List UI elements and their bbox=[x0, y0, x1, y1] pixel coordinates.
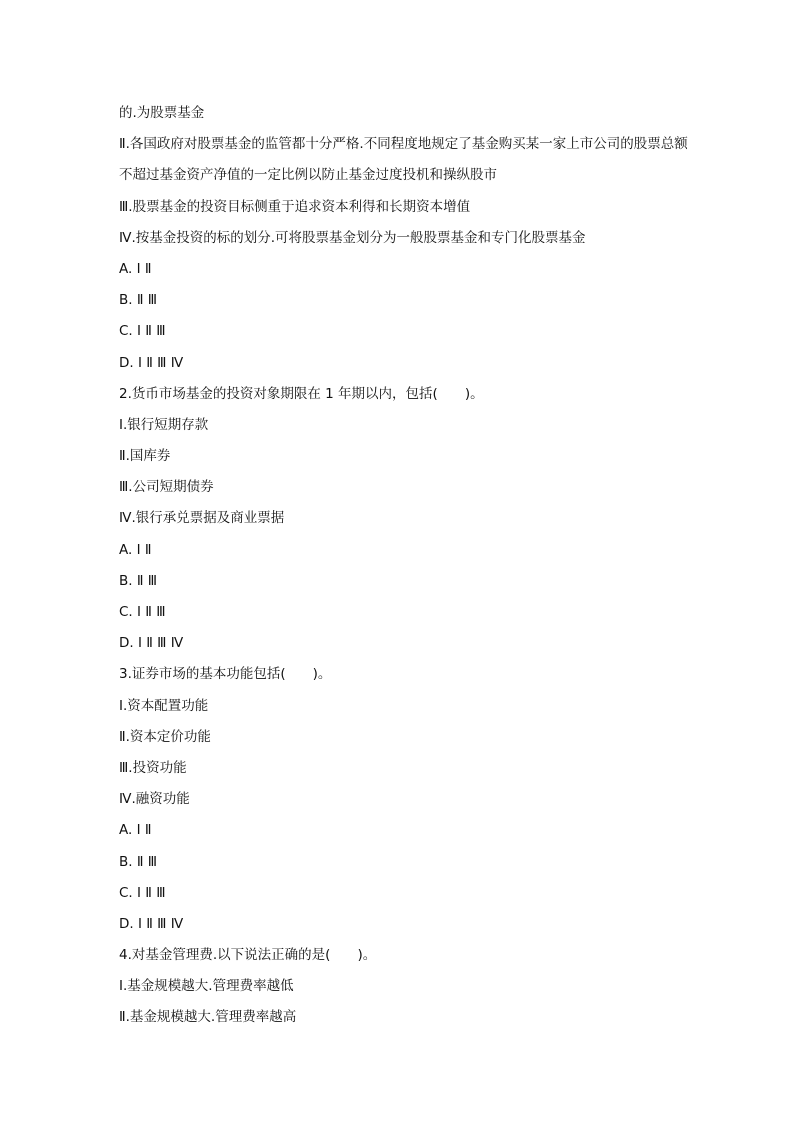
q2-statement-4: Ⅳ.银行承兑票据及商业票据 bbox=[119, 510, 285, 527]
q2-option-a: A. Ⅰ Ⅱ bbox=[119, 541, 152, 558]
q2-option-c: C. Ⅰ Ⅱ Ⅲ bbox=[119, 604, 166, 621]
document-body bbox=[119, 98, 689, 1034]
option-d: D. Ⅰ Ⅱ Ⅲ Ⅳ bbox=[119, 354, 184, 371]
question-2: 2.货币市场基金的投资对象期限在 1 年期以内，包括( )。 bbox=[119, 385, 484, 402]
question-4: 4.对基金管理费.以下说法正确的是( )。 bbox=[119, 947, 377, 964]
question-3: 3.证券市场的基本功能包括( )。 bbox=[119, 666, 332, 683]
q3-statement-1: Ⅰ.资本配置功能 bbox=[119, 697, 209, 714]
q2-statement-3: Ⅲ.公司短期债券 bbox=[119, 479, 214, 496]
q3-option-b: B. Ⅱ Ⅲ bbox=[119, 853, 158, 870]
q2-option-b: B. Ⅱ Ⅲ bbox=[119, 572, 158, 589]
q3-option-d: D. Ⅰ Ⅱ Ⅲ Ⅳ bbox=[119, 915, 184, 932]
q3-option-c: C. Ⅰ Ⅱ Ⅲ bbox=[119, 884, 166, 901]
q3-statement-4: Ⅳ.融资功能 bbox=[119, 791, 190, 808]
text-line-statement-3: Ⅲ.股票基金的投资目标侧重于追求资本利得和长期资本增值 bbox=[119, 198, 471, 215]
text-line-statement-4: Ⅳ.按基金投资的标的划分.可将股票基金划分为一般股票基金和专门化股票基金 bbox=[119, 229, 586, 246]
q4-statement-1: Ⅰ.基金规模越大.管理费率越低 bbox=[119, 978, 294, 995]
q4-statement-2: Ⅱ.基金规模越大.管理费率越高 bbox=[119, 1009, 297, 1026]
q3-statement-3: Ⅲ.投资功能 bbox=[119, 759, 187, 776]
q2-option-d: D. Ⅰ Ⅱ Ⅲ Ⅳ bbox=[119, 635, 184, 652]
q3-option-a: A. Ⅰ Ⅱ bbox=[119, 822, 152, 839]
q3-statement-2: Ⅱ.资本定价功能 bbox=[119, 728, 211, 745]
q2-statement-2: Ⅱ.国库券 bbox=[119, 448, 171, 465]
option-c: C. Ⅰ Ⅱ Ⅲ bbox=[119, 323, 166, 340]
option-a: A. Ⅰ Ⅱ bbox=[119, 260, 152, 277]
text-line-continuation: 的.为股票基金 bbox=[119, 105, 205, 121]
text-line-statement-2: Ⅱ.各国政府对股票基金的监管都十分严格.不同程度地规定了基金购买某一家上市公司的股票总额不超过基金资产净值的一定比例以防止基金过度投机和操纵股市 bbox=[119, 136, 688, 184]
option-b: B. Ⅱ Ⅲ bbox=[119, 292, 158, 309]
q2-statement-1: Ⅰ.银行短期存款 bbox=[119, 416, 209, 433]
